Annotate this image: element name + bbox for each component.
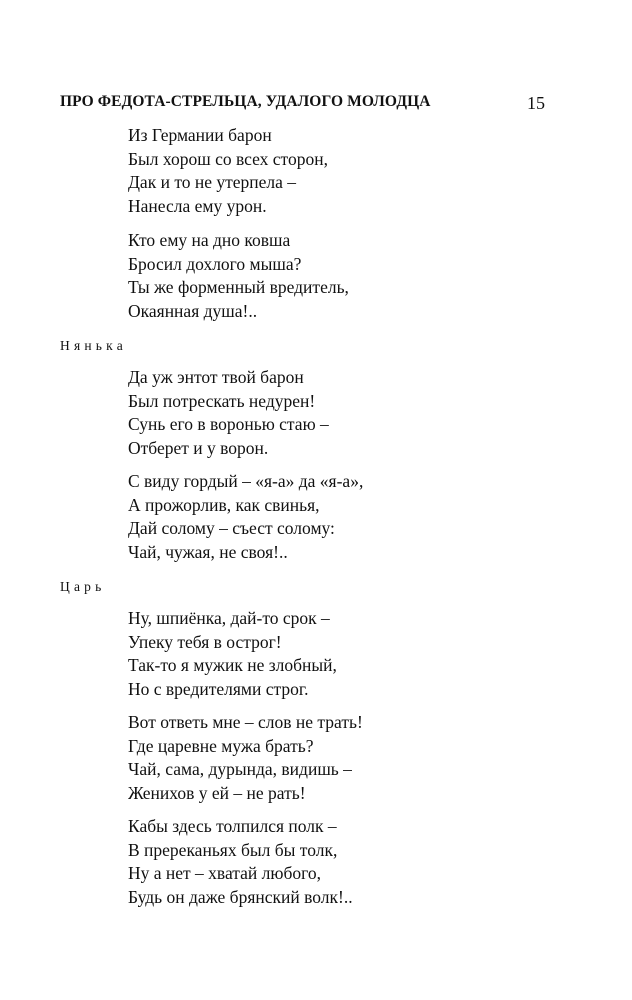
verse-line: Кабы здесь толпился полк – bbox=[128, 816, 337, 836]
verse-line: Дак и то не утерпела – bbox=[128, 172, 297, 192]
verse-line: Женихов у ей – не рать! bbox=[128, 782, 306, 803]
verse-line: Окаянная душа!.. bbox=[128, 300, 258, 321]
verse-line: Чай, чужая, не своя!.. bbox=[128, 541, 288, 562]
verse-line: Дай солому – съест солому: bbox=[128, 518, 335, 538]
verse-line: Был хорош со всех сторон, bbox=[128, 148, 328, 169]
verse-line: Вот ответь мне – слов не трать! bbox=[128, 712, 363, 732]
stanza bbox=[128, 711, 363, 805]
verse-line: Отберет и у ворон. bbox=[128, 437, 269, 458]
page-number: 15 bbox=[527, 93, 545, 113]
verse-line: Из Германии барон bbox=[128, 125, 272, 145]
verse-line: Был потрескать недурен! bbox=[128, 390, 316, 411]
stanza bbox=[128, 470, 363, 564]
stanza bbox=[128, 366, 329, 460]
stanza bbox=[128, 815, 353, 909]
verse-line: В пререканьях был бы толк, bbox=[128, 839, 338, 860]
verse-line: Ну а нет – хватай любого, bbox=[128, 863, 321, 883]
speaker-tsar: Царь bbox=[60, 579, 106, 594]
verse-line: Упеку тебя в острог! bbox=[128, 631, 282, 652]
verse-line: Нанесла ему урон. bbox=[128, 195, 267, 216]
verse-line: Ну, шпиёнка, дай-то срок – bbox=[128, 608, 330, 628]
stanza bbox=[128, 124, 328, 218]
verse-line: Сунь его в воронью стаю – bbox=[128, 414, 329, 434]
speaker-nanny: Нянька bbox=[60, 338, 127, 353]
stanza bbox=[128, 229, 349, 323]
running-title: ПРО ФЕДОТА-СТРЕЛЬЦА, УДАЛОГО МОЛОДЦА bbox=[60, 93, 431, 110]
stanza bbox=[128, 607, 337, 701]
verse-line: Ты же форменный вредитель, bbox=[128, 277, 349, 297]
verse-line: А прожорлив, как свинья, bbox=[128, 494, 320, 515]
verse-line: Будь он даже брянский волк!.. bbox=[128, 886, 353, 907]
verse-line: Где царевне мужа брать? bbox=[128, 735, 314, 756]
verse-line: Да уж энтот твой барон bbox=[128, 367, 304, 387]
verse-line: Бросил дохлого мыша? bbox=[128, 253, 302, 274]
verse-line: Так-то я мужик не злобный, bbox=[128, 655, 337, 675]
verse-line: Но с вредителями строг. bbox=[128, 678, 309, 699]
verse-line: Кто ему на дно ковша bbox=[128, 230, 291, 250]
verse-line: С виду гордый – «я-а» да «я-а», bbox=[128, 471, 364, 491]
verse-line: Чай, сама, дурында, видишь – bbox=[128, 759, 352, 779]
